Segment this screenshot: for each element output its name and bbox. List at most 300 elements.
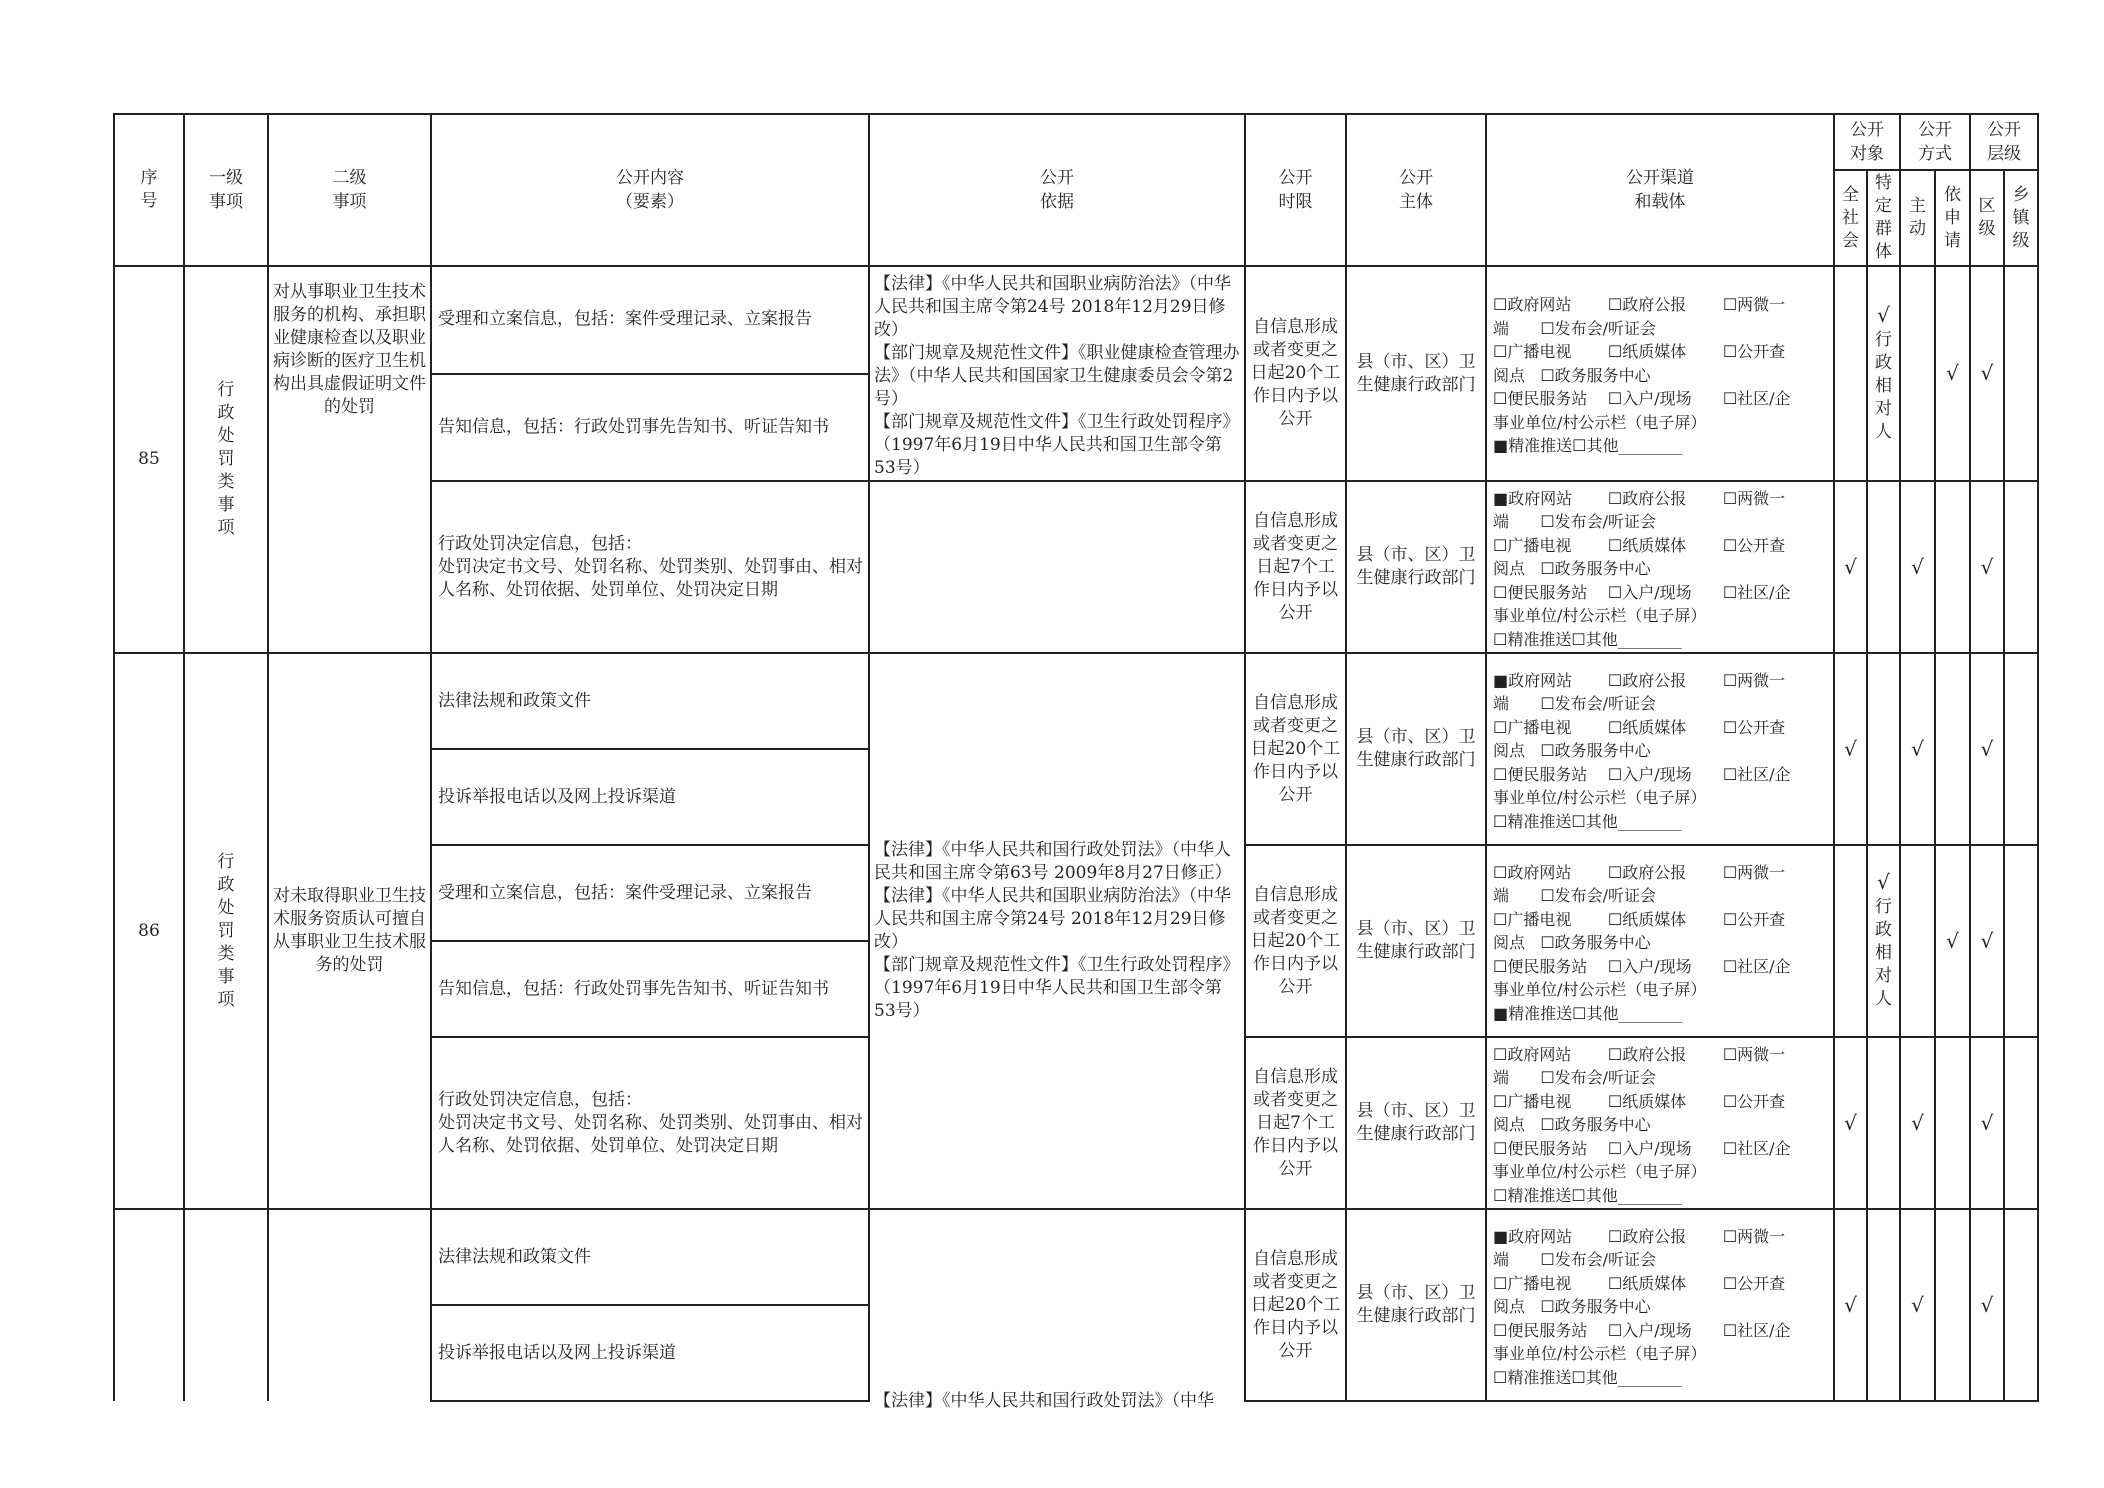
channel-line [1493,1366,1831,1390]
channel-line [1493,628,1831,652]
channel-cell [1486,653,1834,845]
channel-option-label: 便民服务站 [1507,389,1588,409]
channel-option-label: 其他________ [1585,629,1682,649]
channel-line [1493,387,1831,411]
channel-option-label: 两微一 [1737,1226,1786,1246]
channel-option-label: 广播电视 [1507,1091,1572,1111]
checkbox-icon: ☐ [1722,1226,1738,1246]
channel-option-label: 阅点 [1493,741,1526,761]
checkbox-icon: ☐ [1722,1273,1738,1293]
channel-option-label: 公开查 [1737,342,1786,362]
method-apply-cell: √ [1935,845,1970,1037]
basis-law: 【法律】《中华人民共和国职业病防治法》（中华人民共和国主席令第24号 2018年12月29日修改） [874,274,1231,340]
checkbox-icon: ☐ [1571,811,1586,831]
channel-option-label: 其他________ [1586,436,1683,456]
header-channel: 公开渠道和载体 [1486,114,1834,266]
channel-cell [1486,1037,1834,1209]
channel-option-label: 事业单位/村公示栏（电子屏） [1493,788,1707,808]
target-specific-cell [1867,653,1900,845]
checkbox-icon: ☐ [1722,956,1738,976]
method-apply-cell [1935,653,1970,845]
channel-option-label: 政府公报 [1622,670,1687,690]
channel-option-label: 精准推送 [1507,629,1572,649]
checkbox-icon: ☐ [1493,862,1508,882]
channel-option-label: 事业单位/村公示栏（电子屏） [1493,606,1707,626]
channel-option-label: 公开查 [1737,535,1786,555]
channel-line [1493,861,1831,885]
channel-option-label: 便民服务站 [1507,582,1588,602]
checkbox-icon: ☐ [1493,1367,1508,1387]
checkbox-icon: ☐ [1607,956,1623,976]
channel-option-label: 公开查 [1737,909,1786,929]
level-district-cell: √ [1970,1037,2004,1209]
channel-option-label: 发布会/听证会 [1554,512,1657,532]
channel-option-label: 纸质媒体 [1622,909,1687,929]
channel-line [1493,1160,1831,1184]
channel-option-label: 政务服务中心 [1554,365,1651,385]
disclosure-table [113,113,2039,1411]
channel-option-label: 入户/现场 [1622,389,1692,409]
channel-line [1493,669,1831,693]
checkbox-icon: ☐ [1540,318,1555,338]
channel-option-label: 发布会/听证会 [1554,318,1657,338]
checkbox-icon: ☐ [1493,956,1508,976]
checkbox-icon: ☐ [1540,741,1555,761]
deadline-cell: 自信息形成或者变更之日起20个工作日内予以公开 [1245,1209,1346,1401]
method-active-cell: √ [1900,1037,1935,1209]
channel-line [1493,786,1831,810]
subject-cell: 县（市、区）卫生健康行政部门 [1346,481,1486,653]
channel-line [1493,364,1831,388]
checkbox-icon: ☐ [1540,1068,1555,1088]
checkbox-icon: ☐ [1722,389,1738,409]
basis-cell: 【法律】《中华人民共和国行政处罚法》（中华 [869,1209,1245,1401]
channel-option-label: 其他________ [1585,811,1682,831]
row-seq: 85 [114,266,184,653]
channel-option-label: 广播电视 [1507,535,1572,555]
checkbox-icon: ☐ [1607,909,1623,929]
checkbox-checked-icon: ■ [1493,1226,1509,1246]
channel-option-label: 入户/现场 [1622,1138,1692,1158]
target-all-cell: √ [1834,481,1867,653]
checkbox-icon: ☐ [1540,1250,1555,1270]
checkbox-icon: ☐ [1540,365,1555,385]
basis-cell [869,653,1245,1209]
checkbox-icon: ☐ [1607,670,1623,690]
checkbox-icon: ☐ [1607,535,1623,555]
channel-line [1493,317,1831,341]
checkbox-icon: ☐ [1607,295,1623,315]
method-active-cell [1900,266,1935,481]
level-district-cell: √ [1970,266,2004,481]
checkbox-icon: ☐ [1493,535,1508,555]
channel-option-label: 发布会/听证会 [1554,886,1657,906]
checkbox-icon: ☐ [1540,559,1555,579]
channel-option-label: 政府公报 [1622,1044,1687,1064]
channel-option-label: 政府网站 [1507,295,1572,315]
checkbox-icon: ☐ [1607,1138,1623,1158]
channel-option-label: 政府网站 [1507,1044,1572,1064]
target-specific-cell [1867,1209,1900,1401]
channel-cell [1486,845,1834,1037]
checkbox-icon: ☐ [1722,909,1738,929]
channel-line [1493,1043,1831,1067]
channel-line [1493,955,1831,979]
channel-option-label: 纸质媒体 [1622,535,1687,555]
checkbox-icon: ☐ [1540,512,1555,532]
channel-option-label: 其他________ [1586,1003,1683,1023]
row-level1 [184,1209,268,1401]
channel-option-label: 事业单位/村公示栏（电子屏） [1493,1162,1707,1182]
deadline-cell: 自信息形成或者变更之日起20个工作日内予以公开 [1245,653,1346,845]
checkbox-icon: ☐ [1607,1273,1623,1293]
channel-option-label: 便民服务站 [1507,1138,1588,1158]
subject-cell: 县（市、区）卫生健康行政部门 [1346,653,1486,845]
header-method-active: 主动 [1900,170,1935,266]
checkbox-icon: ☐ [1572,436,1587,456]
table-row [114,653,2038,749]
checkbox-icon: ☐ [1493,1044,1508,1064]
deadline-cell: 自信息形成或者变更之日起7个工作日内予以公开 [1245,1037,1346,1209]
checkbox-icon: ☐ [1722,582,1738,602]
channel-option-label: 纸质媒体 [1622,1273,1687,1293]
header-subject: 公开主体 [1346,114,1486,266]
row-seq [114,1209,184,1401]
level-town-cell [2004,653,2038,845]
check-mark: √ [1877,302,1890,327]
channel-line [1493,340,1831,364]
header-method-apply: 依申请 [1935,170,1970,266]
channel-line [1493,1272,1831,1296]
channel-option-label: 便民服务站 [1507,1320,1588,1340]
row-level2: 对从事职业卫生技术服务的机构、承担职业健康检查以及职业病诊断的医疗卫生机构出具虚假证明文件的处罚 [268,266,431,653]
checkbox-icon: ☐ [1540,933,1555,953]
channel-option-label: 政府网站 [1508,670,1573,690]
channel-line [1493,1113,1831,1137]
channel-option-label: 两微一 [1737,670,1786,690]
check-mark: √ [1877,870,1890,894]
header-deadline: 公开时限 [1245,114,1346,266]
channel-option-label: 端 [1493,318,1510,338]
channel-option-label: 两微一 [1737,1044,1786,1064]
checkbox-icon: ☐ [1607,862,1623,882]
channel-option-label: 政务服务中心 [1554,741,1651,761]
channel-option-label: 入户/现场 [1622,956,1692,976]
channel-line [1493,1066,1831,1090]
target-all-cell: √ [1834,653,1867,845]
channel-line [1493,604,1831,628]
checkbox-icon: ☐ [1722,1044,1738,1064]
channel-option-label: 纸质媒体 [1622,342,1687,362]
deadline-cell: 自信息形成或者变更之日起20个工作日内予以公开 [1245,266,1346,481]
checkbox-icon: ☐ [1493,909,1508,929]
channel-option-label: 两微一 [1737,295,1786,315]
checkbox-icon: ☐ [1607,1226,1623,1246]
basis-cell [869,481,1245,653]
method-apply-cell [1935,1209,1970,1401]
channel-line [1493,978,1831,1002]
channel-option-label: 阅点 [1493,559,1526,579]
channel-line [1493,1319,1831,1343]
content-cell: 投诉举报电话以及网上投诉渠道 [431,749,869,845]
channel-option-label: 事业单位/村公示栏（电子屏） [1493,1344,1707,1364]
checkbox-icon: ☐ [1493,1091,1508,1111]
header-method: 公开方式 [1900,114,1970,170]
row-level1: 行政处罚类事项 [184,266,268,653]
header-content: 公开内容（要素） [431,114,869,266]
content-cell: 法律法规和政策文件 [431,653,869,749]
content-cell: 告知信息，包括：行政处罚事先告知书、听证告知书 [431,374,869,482]
channel-line [1493,931,1831,955]
checkbox-icon: ☐ [1722,295,1738,315]
deadline-cell: 自信息形成或者变更之日起7个工作日内予以公开 [1245,481,1346,653]
checkbox-icon: ☐ [1722,342,1738,362]
channel-line [1493,581,1831,605]
header-level2: 二级事项 [268,114,431,266]
subject-cell: 县（市、区）卫生健康行政部门 [1346,1209,1486,1401]
channel-option-label: 公开查 [1737,1273,1786,1293]
channel-option-label: 政府公报 [1622,488,1687,508]
header-row-1 [114,114,2038,170]
method-apply-cell [1935,481,1970,653]
channel-option-label: 广播电视 [1507,717,1572,737]
header-target: 公开对象 [1834,114,1900,170]
checkbox-icon: ☐ [1722,1138,1738,1158]
channel-option-label: 精准推送 [1507,1367,1572,1387]
channel-option-label: 纸质媒体 [1622,717,1687,737]
checkbox-icon: ☐ [1540,886,1555,906]
method-active-cell: √ [1900,481,1935,653]
header-level-town: 乡镇级 [2004,170,2038,266]
checkbox-checked-icon: ■ [1493,1003,1509,1023]
channel-option-label: 政府网站 [1508,1226,1573,1246]
channel-option-label: 阅点 [1493,1297,1526,1317]
checkbox-icon: ☐ [1607,764,1623,784]
header-target-specific: 特定群体 [1867,170,1900,266]
channel-line [1493,434,1831,458]
channel-option-label: 两微一 [1737,488,1786,508]
row-level2: 对未取得职业卫生技术服务资质认可擅自从事职业卫生技术服务的处罚 [268,653,431,1209]
checkbox-icon: ☐ [1722,1320,1738,1340]
channel-option-label: 端 [1493,1250,1510,1270]
subject-cell: 县（市、区）卫生健康行政部门 [1346,1037,1486,1209]
channel-line [1493,1295,1831,1319]
level-town-cell [2004,1209,2038,1401]
channel-line [1493,1090,1831,1114]
target-specific-cell: √行政相对人 [1867,266,1900,481]
channel-option-label: 精准推送 [1507,811,1572,831]
checkbox-icon: ☐ [1607,1320,1623,1340]
channel-option-label: 社区/企 [1737,1320,1791,1340]
channel-cell [1486,481,1834,653]
target-all-cell [1834,845,1867,1037]
target-all-cell: √ [1834,1037,1867,1209]
checkbox-icon: ☐ [1722,670,1738,690]
channel-option-label: 政府网站 [1508,488,1573,508]
basis-cell [869,266,1245,481]
level-district-cell: √ [1970,845,2004,1037]
content-cell: 受理和立案信息，包括：案件受理记录、立案报告 [431,845,869,941]
channel-option-label: 政务服务中心 [1554,559,1651,579]
channel-option-label: 广播电视 [1507,342,1572,362]
document-page [113,113,2039,1411]
checkbox-icon: ☐ [1607,582,1623,602]
target-specific-cell: √行政相对人 [1867,845,1900,1037]
basis-regulation: 【部门规章及规范性文件】《卫生行政处罚程序》（1997年6月19日中华人民共和国卫生部令第53号） [874,955,1240,1021]
checkbox-icon: ☐ [1493,629,1508,649]
basis-law: 【法律】《中华人民共和国职业病防治法》（中华人民共和国主席令第24号 2018年12月29日修改） [874,886,1231,952]
header-basis: 公开依据 [869,114,1245,266]
channel-line [1493,1002,1831,1026]
subject-cell: 县（市、区）卫生健康行政部门 [1346,845,1486,1037]
content-cell: 投诉举报电话以及网上投诉渠道 [431,1305,869,1401]
header-level: 公开层级 [1970,114,2038,170]
channel-option-label: 精准推送 [1508,436,1573,456]
header-level1: 一级事项 [184,114,268,266]
level-district-cell: √ [1970,481,2004,653]
checkbox-icon: ☐ [1722,717,1738,737]
checkbox-icon: ☐ [1540,694,1555,714]
method-apply-cell [1935,1037,1970,1209]
channel-line [1493,908,1831,932]
checkbox-icon: ☐ [1607,1044,1623,1064]
method-active-cell: √ [1900,1209,1935,1401]
checkbox-icon: ☐ [1493,717,1508,737]
channel-line [1493,534,1831,558]
channel-line [1493,716,1831,740]
target-specific-cell [1867,481,1900,653]
row-seq: 86 [114,653,184,1209]
channel-option-label: 两微一 [1737,862,1786,882]
channel-option-label: 精准推送 [1508,1003,1573,1023]
channel-option-label: 便民服务站 [1507,956,1588,976]
table-row [114,1209,2038,1305]
channel-line [1493,510,1831,534]
level-town-cell [2004,481,2038,653]
channel-option-label: 其他________ [1585,1367,1682,1387]
checkbox-icon: ☐ [1607,389,1623,409]
checkbox-icon: ☐ [1493,811,1508,831]
level-district-cell: √ [1970,653,2004,845]
channel-option-label: 社区/企 [1737,389,1791,409]
checkbox-icon: ☐ [1722,535,1738,555]
channel-option-label: 事业单位/村公示栏（电子屏） [1493,980,1707,1000]
checkbox-icon: ☐ [1493,295,1508,315]
channel-line [1493,1248,1831,1272]
channel-option-label: 阅点 [1493,1115,1526,1135]
channel-cell [1486,266,1834,481]
checkbox-icon: ☐ [1607,342,1623,362]
channel-option-label: 入户/现场 [1622,1320,1692,1340]
channel-option-label: 广播电视 [1507,909,1572,929]
content-cell: 行政处罚决定信息，包括： 处罚决定书文号、处罚名称、处罚类别、处罚事由、相对人名称、处罚依据、处罚单位、处罚决定日期 [431,1037,869,1209]
channel-option-label: 端 [1493,1068,1510,1088]
channel-option-label: 政府公报 [1622,862,1687,882]
channel-option-label: 公开查 [1737,1091,1786,1111]
channel-line [1493,487,1831,511]
channel-line [1493,1184,1831,1208]
checkbox-checked-icon: ■ [1493,436,1509,456]
checkbox-icon: ☐ [1571,629,1586,649]
checkbox-icon: ☐ [1571,1367,1586,1387]
channel-line [1493,1137,1831,1161]
checkbox-icon: ☐ [1607,1091,1623,1111]
checkbox-icon: ☐ [1722,862,1738,882]
channel-option-label: 社区/企 [1737,582,1791,602]
channel-option-label: 便民服务站 [1507,764,1588,784]
channel-line [1493,411,1831,435]
channel-option-label: 精准推送 [1507,1185,1572,1205]
checkbox-icon: ☐ [1493,764,1508,784]
checkbox-icon: ☐ [1493,1185,1508,1205]
table-row [114,266,2038,374]
channel-line [1493,692,1831,716]
checkbox-icon: ☐ [1722,488,1738,508]
channel-cell [1486,1209,1834,1401]
channel-option-label: 政府公报 [1622,295,1687,315]
deadline-cell: 自信息形成或者变更之日起20个工作日内予以公开 [1245,845,1346,1037]
checkbox-icon: ☐ [1493,1138,1508,1158]
basis-regulation: 【部门规章及规范性文件】《职业健康检查管理办法》（中华人民共和国国家卫生健康委员会令第2号） [874,343,1240,409]
checkbox-icon: ☐ [1722,1091,1738,1111]
checkbox-icon: ☐ [1493,1273,1508,1293]
channel-option-label: 阅点 [1493,933,1526,953]
content-cell: 告知信息，包括：行政处罚事先告知书、听证告知书 [431,941,869,1037]
channel-option-label: 端 [1493,886,1510,906]
channel-option-label: 政府网站 [1507,862,1572,882]
method-active-cell: √ [1900,653,1935,845]
checkbox-checked-icon: ■ [1493,670,1509,690]
level-town-cell [2004,845,2038,1037]
row-level2 [268,1209,431,1401]
channel-line [1493,810,1831,834]
header-target-all: 全社会 [1834,170,1867,266]
target-all-cell: √ [1834,1209,1867,1401]
channel-option-label: 事业单位/村公示栏（电子屏） [1493,412,1707,432]
channel-option-label: 社区/企 [1737,1138,1791,1158]
target-all-cell [1834,266,1867,481]
channel-option-label: 端 [1493,512,1510,532]
checkbox-icon: ☐ [1607,488,1623,508]
channel-option-label: 政务服务中心 [1554,1115,1651,1135]
level-district-cell: √ [1970,1209,2004,1401]
channel-line [1493,1342,1831,1366]
channel-option-label: 政务服务中心 [1554,933,1651,953]
basis-regulation: 【部门规章及规范性文件】《卫生行政处罚程序》（1997年6月19日中华人民共和国卫生部令第53号） [874,412,1240,478]
channel-option-label: 发布会/听证会 [1554,1250,1657,1270]
channel-option-label: 公开查 [1737,717,1786,737]
checkbox-icon: ☐ [1607,717,1623,737]
target-specific-cell [1867,1037,1900,1209]
channel-option-label: 政务服务中心 [1554,1297,1651,1317]
channel-line [1493,557,1831,581]
checkbox-icon: ☐ [1540,1115,1555,1135]
checkbox-icon: ☐ [1722,764,1738,784]
checkbox-icon: ☐ [1493,582,1508,602]
content-cell: 行政处罚决定信息，包括： 处罚决定书文号、处罚名称、处罚类别、处罚事由、相对人名称、处罚依据、处罚单位、处罚决定日期 [431,481,869,653]
channel-option-label: 入户/现场 [1622,582,1692,602]
channel-option-label: 端 [1493,694,1510,714]
channel-option-label: 其他________ [1585,1185,1682,1205]
channel-option-label: 阅点 [1493,365,1526,385]
channel-line [1493,763,1831,787]
checkbox-icon: ☐ [1572,1003,1587,1023]
checkbox-icon: ☐ [1493,342,1508,362]
channel-option-label: 纸质媒体 [1622,1091,1687,1111]
checkbox-icon: ☐ [1540,1297,1555,1317]
header-level-district: 区级 [1970,170,2004,266]
channel-option-label: 发布会/听证会 [1554,1068,1657,1088]
